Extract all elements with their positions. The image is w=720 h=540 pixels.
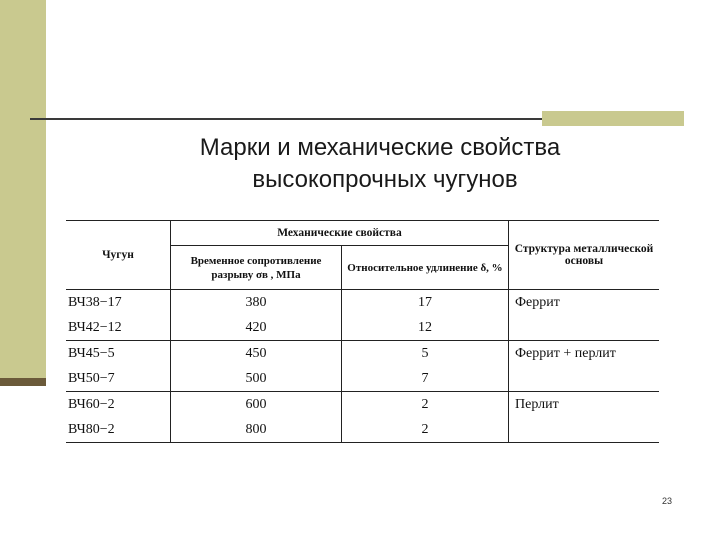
cell-strength: 380 bbox=[171, 290, 342, 316]
side-accent-bar bbox=[0, 0, 46, 386]
table-row bbox=[66, 315, 659, 341]
cell-grade: ВЧ45−5 bbox=[66, 341, 171, 367]
header-mechanical: Механические свойства bbox=[171, 221, 509, 246]
cell-elongation: 12 bbox=[342, 315, 509, 341]
slide-title-line-2: высокопрочных чугунов bbox=[252, 166, 518, 193]
cell-structure: Феррит bbox=[515, 294, 560, 310]
header-structure: Структура металлической основы bbox=[509, 221, 660, 290]
header-grade: Чугун bbox=[66, 221, 171, 290]
cell-strength: 800 bbox=[171, 417, 342, 443]
cell-elongation: 17 bbox=[342, 290, 509, 316]
header-strength: Временное сопротивление разрыву σв , МПа bbox=[171, 246, 342, 290]
slide-title-line-1: Марки и механические свойства bbox=[199, 134, 561, 161]
cell-strength: 420 bbox=[171, 315, 342, 341]
cell-grade: ВЧ80−2 bbox=[66, 417, 171, 443]
cell-structure: Перлит bbox=[515, 396, 559, 412]
table-row bbox=[66, 290, 659, 316]
table-row bbox=[66, 392, 659, 418]
properties-table-image bbox=[60, 210, 666, 442]
properties-table bbox=[66, 220, 659, 443]
table-row bbox=[66, 366, 659, 392]
cell-elongation: 5 bbox=[342, 341, 509, 367]
page-number: 23 bbox=[662, 496, 673, 506]
header-elongation: Относительное удлинение δ, % bbox=[342, 246, 509, 290]
cell-structure bbox=[509, 315, 660, 341]
cell-strength: 600 bbox=[171, 392, 342, 418]
cell-grade: ВЧ42−12 bbox=[66, 315, 171, 341]
cell-grade: ВЧ38−17 bbox=[66, 290, 171, 316]
cell-elongation: 7 bbox=[342, 366, 509, 392]
cell-grade: ВЧ60−2 bbox=[66, 392, 171, 418]
table-row bbox=[66, 341, 659, 367]
cell-elongation: 2 bbox=[342, 417, 509, 443]
cell-strength: 450 bbox=[171, 341, 342, 367]
cell-grade: ВЧ50−7 bbox=[66, 366, 171, 392]
cell-strength: 500 bbox=[171, 366, 342, 392]
cell-structure: Феррит + перлит bbox=[515, 345, 616, 361]
divider-accent-block bbox=[542, 111, 684, 126]
slide-title bbox=[140, 132, 620, 196]
cell-structure bbox=[509, 417, 660, 443]
cell-elongation: 2 bbox=[342, 392, 509, 418]
table-row bbox=[66, 417, 659, 443]
cell-structure bbox=[509, 366, 660, 392]
table-header-row bbox=[66, 221, 659, 246]
side-accent-bar-edge bbox=[0, 378, 46, 386]
